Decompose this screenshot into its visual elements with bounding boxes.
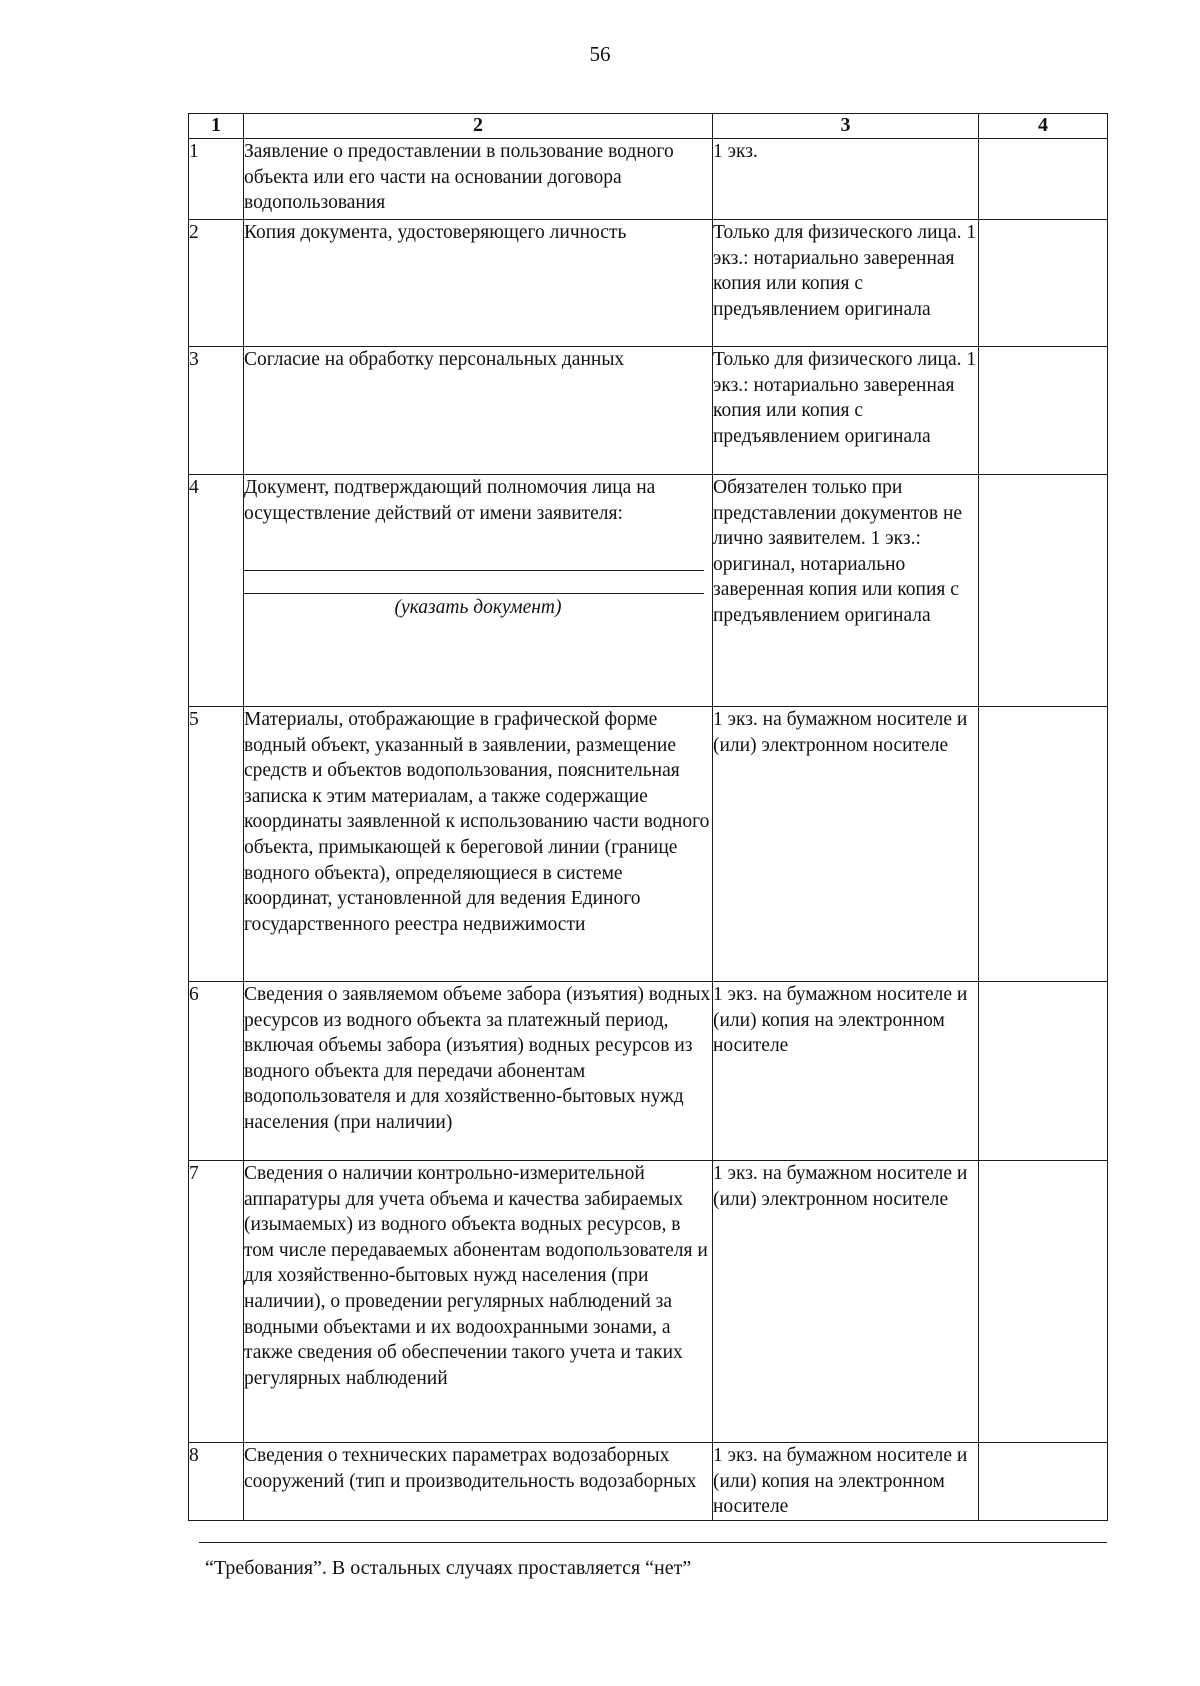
document-requirement: 1 экз. — [713, 139, 979, 220]
column-4-cell — [979, 707, 1108, 982]
table-row — [189, 1443, 1108, 1521]
table-row — [189, 982, 1108, 1161]
table-header-row — [189, 114, 1108, 139]
document-requirement: 1 экз. на бумажном носителе и (или) электронном носителе — [713, 1161, 979, 1443]
row-number: 5 — [189, 707, 244, 982]
document-description: Сведения о заявляемом объеме забора (изъятия) водных ресурсов из водного объекта за платежный период, включая объемы забора (изъятия) водных ресурсов из водного объекта для передачи абонентам водопользователя и для хозяйственно-бытовых нужд населения (при наличии) — [244, 982, 713, 1161]
footnote-separator — [199, 1542, 1107, 1543]
documents-table — [188, 113, 1108, 1521]
document-description-cell — [244, 475, 713, 707]
column-4-cell — [979, 982, 1108, 1161]
document-requirement: Только для физического лица. 1 экз.: нотариально заверенная копия или копия с предъявлением оригинала — [713, 220, 979, 347]
column-4-cell — [979, 1161, 1108, 1443]
document-description: Сведения о технических параметрах водозаборных сооружений (тип и производительность водозаборных — [244, 1443, 713, 1521]
footnote-text: “Требования”. В остальных случаях проставляется “нет” — [205, 1557, 692, 1579]
document-description: Согласие на обработку персональных данных — [244, 347, 713, 475]
column-4-cell — [979, 1443, 1108, 1521]
fill-in-line — [244, 571, 704, 594]
document-description: Сведения о наличии контрольно-измерительной аппаратуры для учета объема и качества забираемых (изымаемых) из водного объекта водных ресурсов, в том числе передаваемых абонентам водопользователя и для хозяйственно-бытовых нужд населения (при наличии), о проведении регулярных наблюдений за водными объектами и их водоохранными зонами, а также сведения об обеспечении такого учета и таких регулярных наблюдений — [244, 1161, 713, 1443]
table-row — [189, 220, 1108, 347]
document-description: Копия документа, удостоверяющего личность — [244, 220, 713, 347]
column-header-2: 2 — [244, 114, 713, 139]
document-requirement: 1 экз. на бумажном носителе и (или) копия на электронном носителе — [713, 1443, 979, 1521]
document-requirement: Обязателен только при представлении документов не лично заявителем. 1 экз.: оригинал, нотариально заверенная копия или копия с предъявлением оригинала — [713, 475, 979, 707]
column-header-3: 3 — [713, 114, 979, 139]
column-4-cell — [979, 220, 1108, 347]
document-description: Документ, подтверждающий полномочия лица на осуществление действий от имени заявителя: — [244, 477, 656, 524]
column-4-cell — [979, 347, 1108, 475]
column-header-4: 4 — [979, 114, 1108, 139]
fill-in-line — [244, 548, 704, 571]
row-number: 2 — [189, 220, 244, 347]
table-row — [189, 139, 1108, 220]
column-4-cell — [979, 475, 1108, 707]
document-requirement: 1 экз. на бумажном носителе и (или) копия на электронном носителе — [713, 982, 979, 1161]
document-requirement: Только для физического лица. 1 экз.: нотариально заверенная копия или копия с предъявлением оригинала — [713, 347, 979, 475]
document-description: Заявление о предоставлении в пользование водного объекта или его части на основании договора водопользования — [244, 139, 713, 220]
row-number: 8 — [189, 1443, 244, 1521]
row-number: 7 — [189, 1161, 244, 1443]
document-description: Материалы, отображающие в графической форме водный объект, указанный в заявлении, размещение средств и объектов водопользования, пояснительная записка к этим материалам, а также содержащие координаты заявленной к использованию части водного объекта, примыкающей к береговой линии (границе водного объекта), определяющиеся в системе координат, установленной для ведения Единого государственного реестра недвижимости — [244, 707, 713, 982]
page-number: 56 — [589, 42, 611, 66]
row-number: 1 — [189, 139, 244, 220]
row-number: 4 — [189, 475, 244, 707]
table-row — [189, 347, 1108, 475]
row-number: 3 — [189, 347, 244, 475]
row-number: 6 — [189, 982, 244, 1161]
table-row — [189, 707, 1108, 982]
table-row — [189, 1161, 1108, 1443]
table-row — [189, 475, 1108, 707]
document-requirement: 1 экз. на бумажном носителе и (или) электронном носителе — [713, 707, 979, 982]
column-4-cell — [979, 139, 1108, 220]
specify-document-hint: (указать документ) — [394, 597, 562, 619]
column-header-1: 1 — [189, 114, 244, 139]
